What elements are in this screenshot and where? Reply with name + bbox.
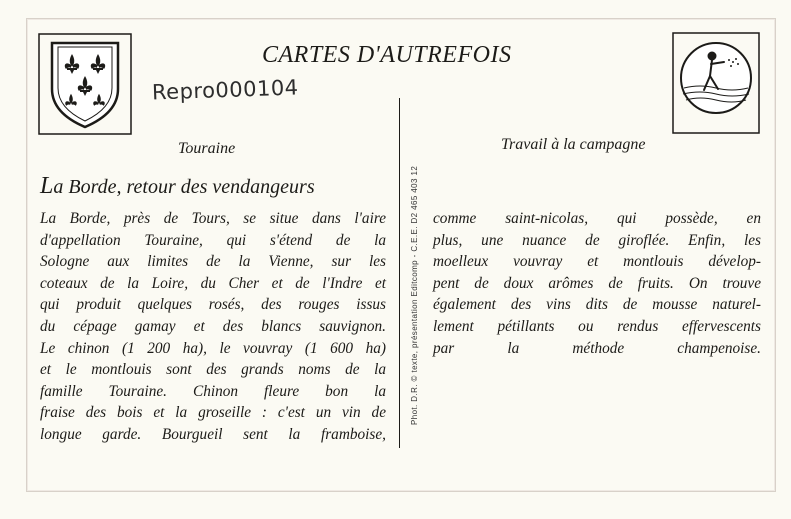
- text-line: famille Touraine. Chinon fleure bon la: [40, 382, 386, 400]
- fleur-de-lis-coat-of-arms-icon: [38, 33, 132, 135]
- text-line: pent de doux arômes de fruits. On trouve: [433, 274, 761, 292]
- text-line: Sologne aux limites de la Vienne, sur les: [40, 253, 386, 271]
- text-line: qui produit quelques rosés, des rouges issus: [40, 296, 386, 314]
- heading-text: a Borde, retour des vendangeurs: [53, 176, 315, 198]
- text-line: plus, une nuance de giroflée. Enfin, les: [433, 231, 761, 249]
- handwritten-reference: Repro000104: [151, 75, 299, 105]
- text-line: d'appellation Touraine, qui s'étend de la: [40, 231, 386, 249]
- text-line: comme saint-nicolas, qui possède, en: [433, 210, 761, 227]
- region-label: Touraine: [178, 140, 236, 157]
- text-line: par la méthode champenoise.: [433, 339, 761, 357]
- text-line: coteaux de la Loire, du Cher et de l'Indre et: [40, 274, 386, 292]
- text-line: et le montlouis sont des grands noms de la: [40, 361, 386, 379]
- text-line: du cépage gamay et des blancs sauvignon.: [40, 317, 386, 335]
- text-line: également des vins dits de mousse naturel-: [433, 296, 761, 314]
- theme-label: Travail à la campagne: [501, 136, 646, 153]
- heading-initial: L: [40, 173, 54, 199]
- left-column-text: [40, 208, 386, 446]
- photo-credit: Phot. D.R. © texte, présentation Editcomp - C.E.E. D2 465 403 12: [410, 165, 419, 425]
- card-heading: [40, 173, 315, 200]
- harvester-emblem-icon: [672, 32, 760, 134]
- text-line: moelleux vouvray et montlouis dévelop-: [433, 253, 761, 271]
- series-title: CARTES D'AUTREFOIS: [262, 42, 512, 68]
- text-line: longue garde. Bourgueil sent la framboise,: [40, 425, 386, 443]
- text-line: La Borde, près de Tours, se situe dans l'aire: [40, 210, 386, 227]
- text-line: fraise des bois et la groseille : c'est un vin de: [40, 404, 386, 422]
- text-line: lement pétillants ou rendus effervescents: [433, 317, 761, 335]
- column-divider: [399, 98, 400, 448]
- right-column-text: [433, 208, 761, 359]
- text-line: Le chinon (1 200 ha), le vouvray (1 600 ha): [40, 339, 386, 357]
